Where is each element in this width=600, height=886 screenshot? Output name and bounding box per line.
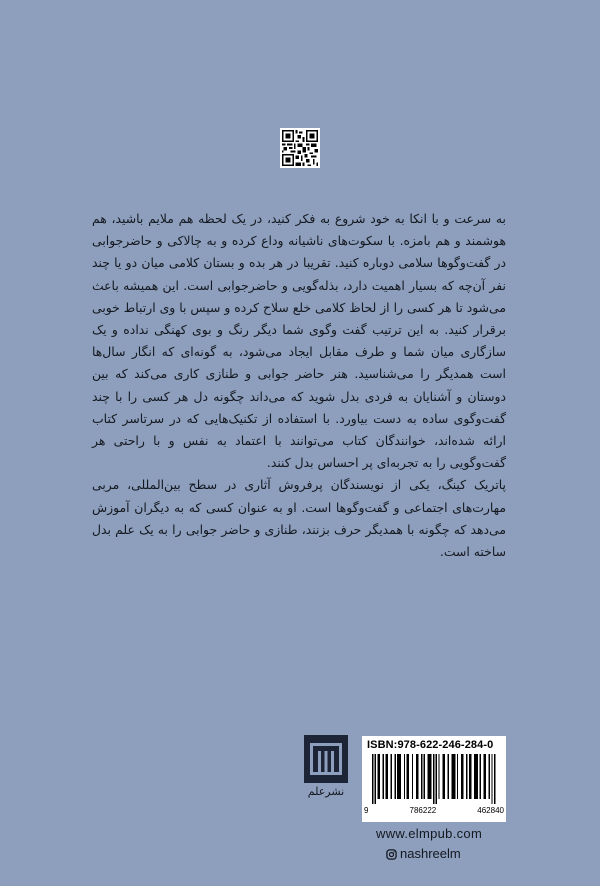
blurb-paragraph: به سرعت و با انکا به خود شروع به فکر کنید، در یک لحظه هم ملایم باشید، هم هوشمند و هم بامزه. با سکوت‌های ناشیانه وداع کرده و به چالاکی و حاضرجوابی در گفت‌وگوها سلامی دوباره کنید. تقریبا در هر بده و بستان کلامی میان دو یا چند نفر آن‌چه که بسیار اهمیت دارد، بذله‌گویی و حاضرجوابی است. این همیشه باعث می‌شود تا هر کسی را از لحاظ کلامی خلع سلاح کرده و سپس با وی ارتباط خوبی برقرار کنید. به این ترتیب گفت وگوی شما دیگر رنگ و بوی کهنگی نداده و یک سازگاری میان شما و طرف مقابل ایجاد می‌شود، به گونه‌ای که انگار سال‌ها است همدیگر را می‌شناسید. هنر حاضر جوابی و طنازی کاری می‌کند که بین دوستان و آشنایان به فردی بدل شوید که می‌داند چگونه دل هر کسی را با چند گفت‌وگوی ساده به دست بیاورد. با استفاده از تکنیک‌هایی که در سرتاسر کتاب ارائه شده‌اند، خوانندگان کتاب می‌توانند با اعتماد به نفس و با راحتی هر گفت‌وگویی را به تجربه‌ای پر احساس بدل کنند. — [92, 211, 506, 471]
barcode-digit-first: 9 — [364, 806, 369, 815]
instagram-handle: nashreelm — [400, 846, 461, 861]
publisher-logo-icon — [304, 735, 348, 783]
author-bio-paragraph: پاتریک کینگ، یکی از نویسندگان پرفروش آثاری در سطح بین‌المللی، مربی مهارت‌های اجتماعی و گفت‌وگوها است. او به عنوان کسی که به دیگران آموزش می‌دهد که چگونه با همدیگر حرف بزنند، طنازی و حاضر جوابی را به یک علم بدل ساخته است. — [92, 477, 506, 560]
back-cover-description — [92, 208, 506, 563]
isbn-barcode — [362, 736, 506, 822]
barcode-digits — [364, 806, 504, 815]
barcode-bars — [372, 754, 498, 804]
barcode-digits-right: 462840 — [477, 806, 504, 815]
publisher-website: www.elmpub.com — [376, 826, 483, 841]
qr-code — [280, 128, 320, 168]
barcode-digits-left: 786222 — [409, 806, 437, 815]
isbn-label: ISBN:978-622-246-284-0 — [367, 739, 494, 751]
publisher-logo-text: نشرعلم — [307, 785, 345, 798]
publisher-logo — [304, 735, 348, 799]
instagram-icon — [386, 848, 397, 859]
publisher-instagram — [386, 846, 461, 861]
